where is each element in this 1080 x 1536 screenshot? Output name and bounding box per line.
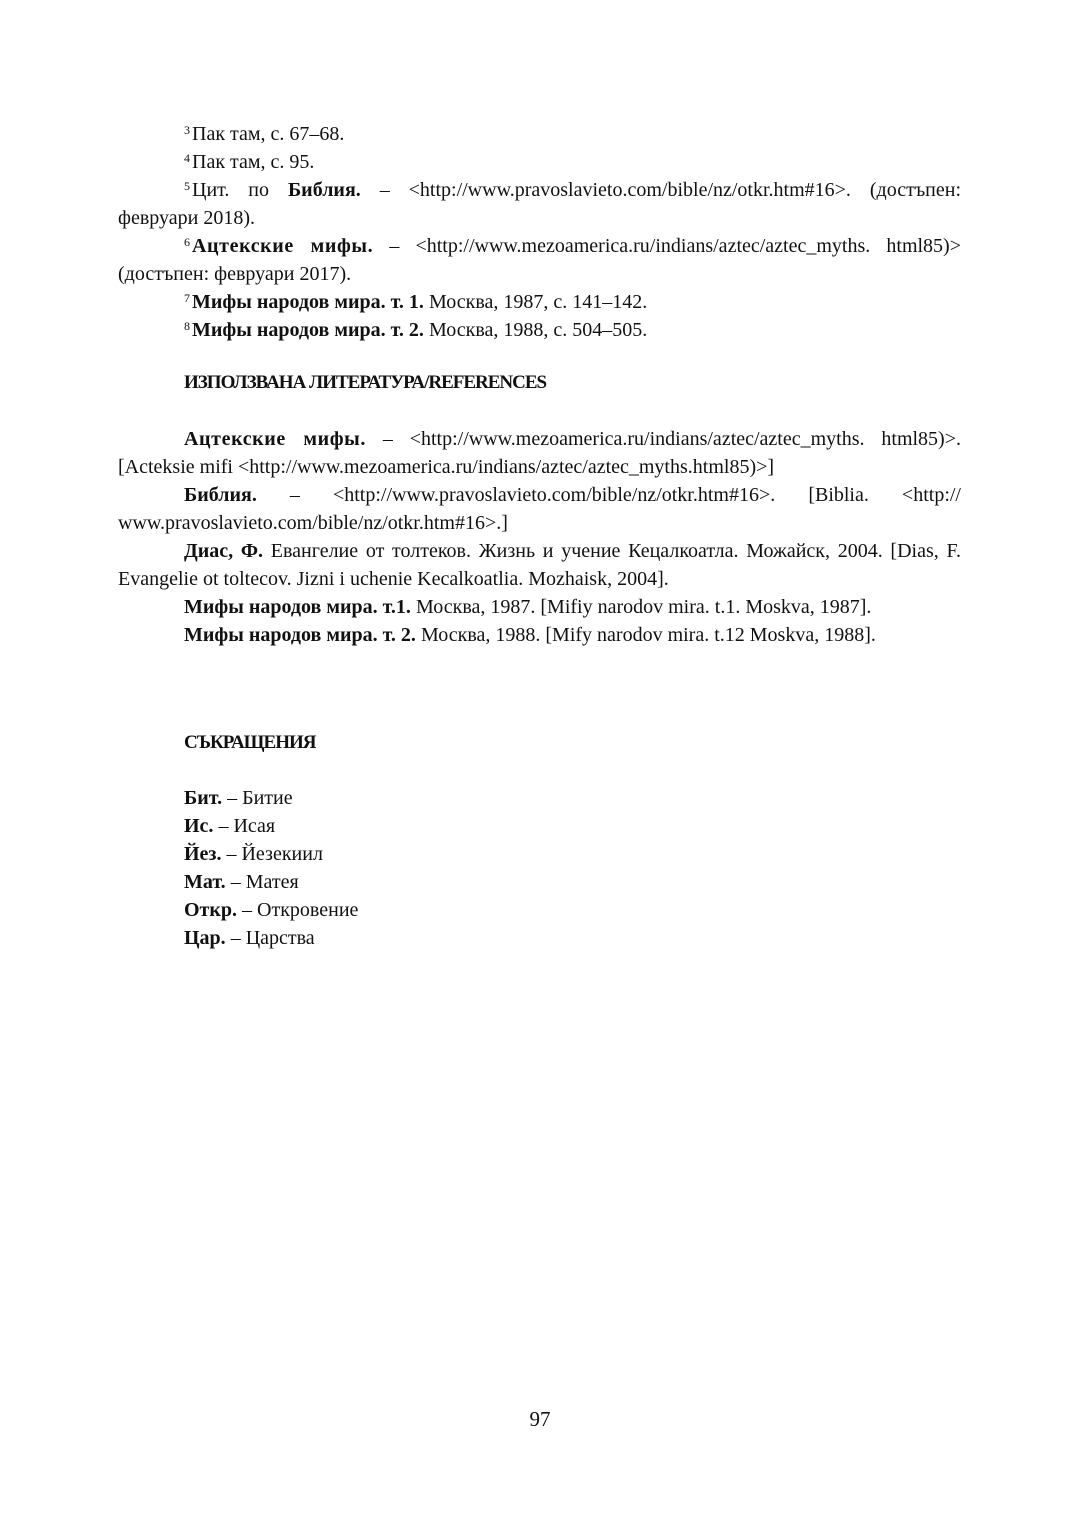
footnotes bbox=[118, 120, 961, 344]
footnote-number: 5 bbox=[184, 179, 190, 193]
footnote bbox=[118, 148, 961, 176]
reference-title: Диас, Ф. bbox=[184, 540, 264, 562]
abbreviations-heading: СЪКРАЩЕНИЯ bbox=[184, 732, 316, 753]
reference-text: Москва, 1988. [Mify narodov mira. t.12 Moskva, 1988]. bbox=[415, 624, 876, 646]
footnote-text: Москва, 1987, с. 141–142. bbox=[423, 291, 648, 313]
reference-title: Мифы народов мира. т.1. bbox=[184, 596, 411, 618]
abbreviation-item bbox=[184, 840, 358, 868]
reference-entry bbox=[118, 593, 961, 621]
abbreviation-item bbox=[184, 812, 358, 840]
references-list bbox=[118, 425, 961, 649]
references-heading: ИЗПОЛЗВАНА ЛИТЕРАТУРА/REFERENCES bbox=[184, 372, 547, 393]
reference-text: – <http://www.pravoslavieto.com/bible/nz/otkr.htm#16>. [Biblia. <http:// www.pravoslavieto.com/bible/nz/otkr.htm#16>.] bbox=[118, 484, 961, 534]
reference-title: Мифы народов мира. т. 2. bbox=[184, 624, 416, 646]
footnote-title: Библия. bbox=[287, 179, 361, 201]
abbreviation: Бит. bbox=[184, 787, 223, 809]
abbreviation-meaning: – Исая bbox=[213, 815, 276, 837]
abbreviation: Ис. bbox=[184, 815, 214, 837]
reference-entry bbox=[118, 481, 961, 537]
page-number: 97 bbox=[529, 1407, 551, 1431]
footnote-number: 7 bbox=[184, 291, 190, 305]
abbreviation-meaning: – Битие bbox=[222, 787, 293, 809]
footnote bbox=[118, 316, 961, 344]
abbreviation-item bbox=[184, 868, 358, 896]
footnote-text: Москва, 1988, с. 504–505. bbox=[423, 319, 648, 341]
abbreviation: Цар. bbox=[184, 927, 226, 949]
footnote-number: 4 bbox=[184, 151, 190, 165]
abbreviation-meaning: – Йезекиил bbox=[221, 843, 323, 865]
abbreviation-item bbox=[184, 896, 358, 924]
footnote-text: – <http://www.mezoamerica.ru/indians/aztec/aztec_myths. html85)> (достъпен: февруари 2017). bbox=[118, 235, 961, 285]
reference-title: Библия. bbox=[184, 484, 257, 506]
footnote-prefix: Цит. по bbox=[192, 179, 288, 201]
abbreviation-meaning: – Откровение bbox=[237, 899, 359, 921]
reference-text: – <http://www.mezoamerica.ru/indians/aztec/aztec_myths. html85)>. [Acteksie mifi <http://www.mezoamerica.ru/indians/aztec/aztec_myths.html85)>] bbox=[118, 428, 961, 478]
reference-entry bbox=[118, 621, 961, 649]
abbreviation: Йез. bbox=[184, 843, 222, 865]
footnote-text: – <http://www.pravoslavieto.com/bible/nz/otkr.htm#16>. (достъпен: февруари 2018). bbox=[118, 179, 961, 229]
reference-entry bbox=[118, 425, 961, 481]
footnote bbox=[118, 120, 961, 148]
footnote-number: 8 bbox=[184, 319, 190, 333]
reference-text: Москва, 1987. [Mifiy narodov mira. t.1. Moskva, 1987]. bbox=[410, 596, 872, 618]
abbreviation-item bbox=[184, 924, 358, 952]
abbreviation: Мат. bbox=[184, 871, 226, 893]
footnote-text: Пак там, с. 95. bbox=[192, 151, 315, 173]
footnote-title: Ацтекские мифы. bbox=[192, 235, 374, 257]
abbreviation-item bbox=[184, 784, 358, 812]
abbreviation: Откр. bbox=[184, 899, 238, 921]
footnote-title: Мифы народов мира. т. 2. bbox=[192, 319, 424, 341]
abbreviations-list bbox=[184, 784, 358, 952]
reference-text: Евангелие от толтеков. Жизнь и учение Кецалкоатла. Можайск, 2004. [Dias, F. Evangelie ot toltecov. Jizni i uchenie Kecalkoatlia. Mozhaisk, 2004]. bbox=[118, 540, 961, 590]
reference-entry bbox=[118, 537, 961, 593]
abbreviation-meaning: – Царства bbox=[225, 927, 315, 949]
footnote-number: 3 bbox=[184, 123, 190, 137]
reference-title: Ацтекские мифы. bbox=[184, 428, 366, 450]
footnote-text: Пак там, с. 67–68. bbox=[192, 123, 345, 145]
footnote-title: Мифы народов мира. т. 1. bbox=[192, 291, 424, 313]
footnote-number: 6 bbox=[184, 235, 190, 249]
abbreviation-meaning: – Матея bbox=[225, 871, 299, 893]
footnote bbox=[118, 288, 961, 316]
footnote bbox=[118, 232, 961, 288]
footnote bbox=[118, 176, 961, 232]
